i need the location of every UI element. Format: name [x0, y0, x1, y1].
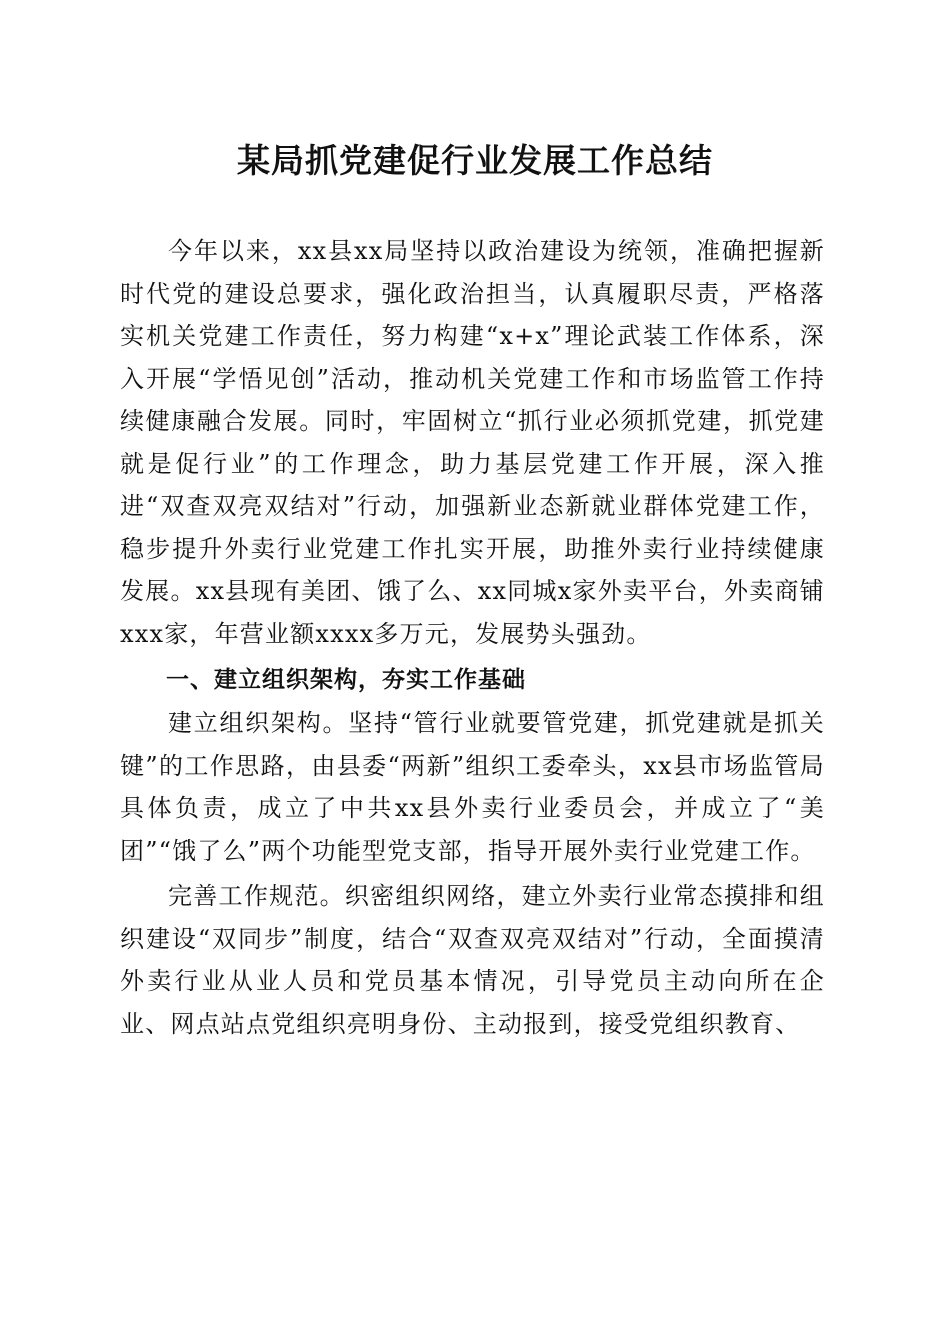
section-1-heading: 一、建立组织架构，夯实工作基础 [166, 667, 526, 693]
intro-paragraph: 今年以来，xx县xx局坚持以政治建设为统领，准确把握新时代党的建设总要求，强化政治担当，认真履职尽责，严格落实机关党建工作责任，努力构建“x+x”理论武装工作体系，深入开展“学悟见创”活动，推动机关党建工作和市场监管工作持续健康融合发展。同时，牢固树立“抓行业必须抓党建，抓党建就是促行业”的工作理念，助力基层党建工作开展，深入推进“双查双亮双结对”行动，加强新业态新就业群体党建工作，稳步提升外卖行业党建工作扎实开展，助推外卖行业持续健康发展。xx县现有美团、饿了么、xx同城x家外卖平台，外卖商铺xxx家，年营业额xxxx多万元，发展势头强劲。 [120, 237, 825, 648]
document-title: 某局抓党建促行业发展工作总结 [237, 141, 713, 180]
section-1-paragraph-1: 建立组织架构。坚持“管行业就要管党建，抓党建就是抓关键”的工作思路，由县委“两新”组织工委牵头，xx县市场监管局具体负责，成立了中共xx县外卖行业委员会，并成立了“美团”“饿了么”两个功能型党支部，指导开展外卖行业党建工作。 [120, 709, 825, 865]
document-body [120, 230, 825, 1045]
section-1-paragraph-2: 完善工作规范。织密组织网络，建立外卖行业常态摸排和组织建设“双同步”制度，结合“双查双亮双结对”行动，全面摸清外卖行业从业人员和党员基本情况，引导党员主动向所在企业、网点站点党组织亮明身份、主动报到，接受党组织教育、 [120, 882, 825, 1038]
